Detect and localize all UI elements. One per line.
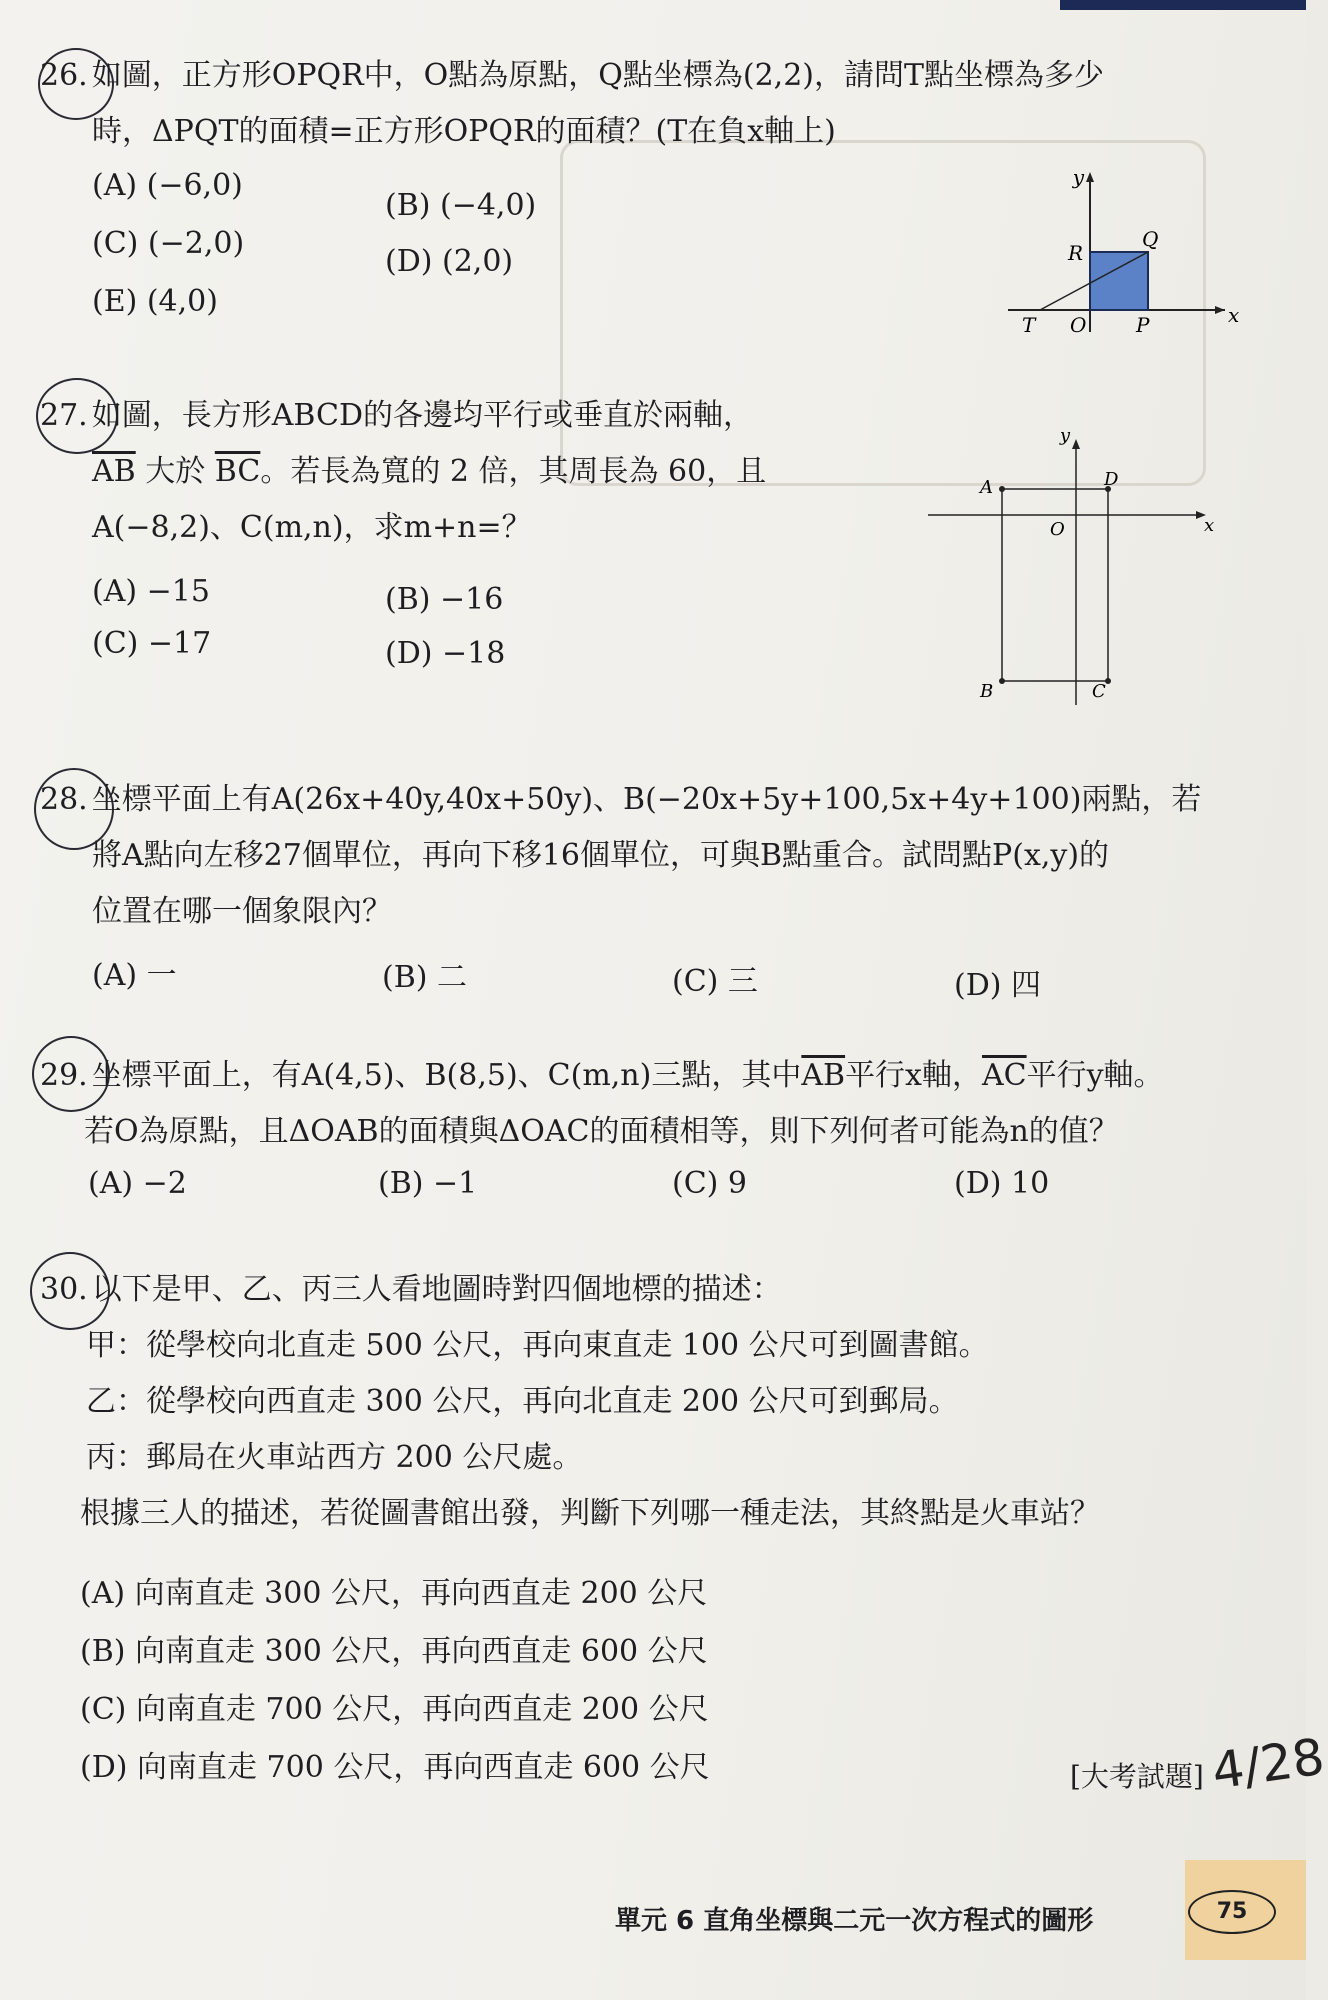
unit-title: 單元 6 直角坐標與二元一次方程式的圖形 [615,1906,1094,1936]
statement-bing: 丙：郵局在火車站西方 200 公尺處。 [86,1440,583,1475]
option-c: (C) 9 [672,1166,747,1201]
question-27 [40,388,766,556]
question-30 [40,1262,1100,1542]
question-number: 30. [40,1272,88,1307]
option-d: (D) (2,0) [385,244,514,279]
option-c: (C) 三 [672,964,758,999]
point-label-b: B [980,681,994,702]
question-number: 27. [40,398,88,433]
page-number: 75 [1188,1890,1276,1934]
option-b: (B) −16 [385,582,504,617]
question-text: 將A點向左移27個單位，再向下移16個單位，可與B點重合。試問點P(x,y)的 [92,838,1110,873]
question-28 [40,772,1201,940]
segment-ab: $\overline{AB}$ [92,454,136,489]
point-label-d: D [1104,469,1119,490]
question-text: A(−8,2)、C(m,n)，求m+n=？ [92,510,532,545]
option-d: (D) 向南直走 700 公尺，再向西直走 600 公尺 [80,1750,710,1785]
question-text: 如圖，正方形OPQR中，O點為原點，Q點坐標為(2,2)，請問T點坐標為多少 [91,58,1104,93]
question-26 [40,48,1104,160]
point-label-c: C [1092,681,1106,702]
statement-yi: 乙：從學校向西直走 300 公尺，再向北直走 200 公尺可到郵局。 [86,1384,959,1419]
statement-jia: 甲：從學校向北直走 500 公尺，再向東直走 100 公尺可到圖書館。 [86,1328,989,1363]
top-edge-band [1060,0,1306,10]
option-d: (D) −18 [385,636,506,671]
figure-square-opqr [1000,160,1240,340]
option-d: (D) 四 [954,968,1041,1003]
option-c: (C) (−2,0) [92,226,245,261]
option-c: (C) −17 [92,626,212,661]
point-label-t: T [1022,313,1036,337]
question-text: 平行y軸。 [1026,1058,1164,1093]
question-text: 若O為原點，且ΔOAB的面積與ΔOAC的面積相等，則下列何者可能為n的值？ [84,1114,1119,1149]
point-label-p: P [1136,313,1150,337]
question-text: 平行x軸， [845,1058,982,1093]
axis-label-x: x [1228,303,1240,327]
question-text: 坐標平面上，有A(4,5)、B(8,5)、C(m,n)三點，其中 [91,1058,802,1093]
option-b: (B) 向南直走 300 公尺，再向西直走 600 公尺 [80,1634,708,1669]
option-b: (B) 二 [382,960,467,995]
question-text: 坐標平面上有A(26x+40y,40x+50y)、B(−20x+5y+100,5x+4y+100)兩點，若 [91,782,1202,817]
question-text: 以下是甲、乙、丙三人看地圖時對四個地標的描述： [91,1272,782,1307]
question-text: 。若長為寬的 2 倍，其周長為 60，且 [260,454,767,489]
segment-bc: $\overline{BC}$ [214,454,261,489]
question-text: 大於 [135,454,215,489]
axis-label-y: y [1059,425,1070,446]
handwritten-date: 4/28 [1208,1727,1328,1801]
question-text: 位置在哪一個象限內？ [92,894,392,929]
option-c: (C) 向南直走 700 公尺，再向西直走 200 公尺 [80,1692,709,1727]
question-number: 26. [40,58,88,93]
segment-ac: $\overline{AC}$ [981,1058,1027,1093]
point-label-q: Q [1142,227,1159,251]
point-label-o: O [1070,313,1087,337]
option-a: (A) −2 [88,1166,187,1201]
source-tag: [大考試題] [1070,1760,1204,1793]
point-label-o: O [1050,519,1065,540]
figure-rectangle-abcd [920,425,1220,715]
question-number: 29. [40,1058,88,1093]
question-text: 根據三人的描述，若從圖書館出發，判斷下列哪一種走法，其終點是火車站？ [80,1496,1100,1531]
question-text: 如圖，長方形ABCD的各邊均平行或垂直於兩軸， [91,398,753,433]
option-b: (B) (−4,0) [385,188,537,223]
axis-label-x: x [1204,515,1215,536]
axis-label-y: y [1072,165,1084,189]
question-number: 28. [40,782,88,817]
segment-ab: $\overline{AB}$ [801,1058,846,1093]
option-a: (A) 一 [92,958,177,993]
point-label-a: A [980,477,993,498]
question-29 [40,1048,1164,1160]
option-a: (A) −15 [92,574,210,609]
point-label-r: R [1068,241,1084,265]
option-a: (A) (−6,0) [92,168,243,203]
option-a: (A) 向南直走 300 公尺，再向西直走 200 公尺 [80,1576,708,1611]
question-text: 時，ΔPQT的面積=正方形OPQR的面積？(T在負x軸上) [92,114,836,149]
option-e: (E) (4,0) [92,284,218,319]
option-b: (B) −1 [378,1166,478,1201]
option-d: (D) 10 [954,1166,1050,1201]
